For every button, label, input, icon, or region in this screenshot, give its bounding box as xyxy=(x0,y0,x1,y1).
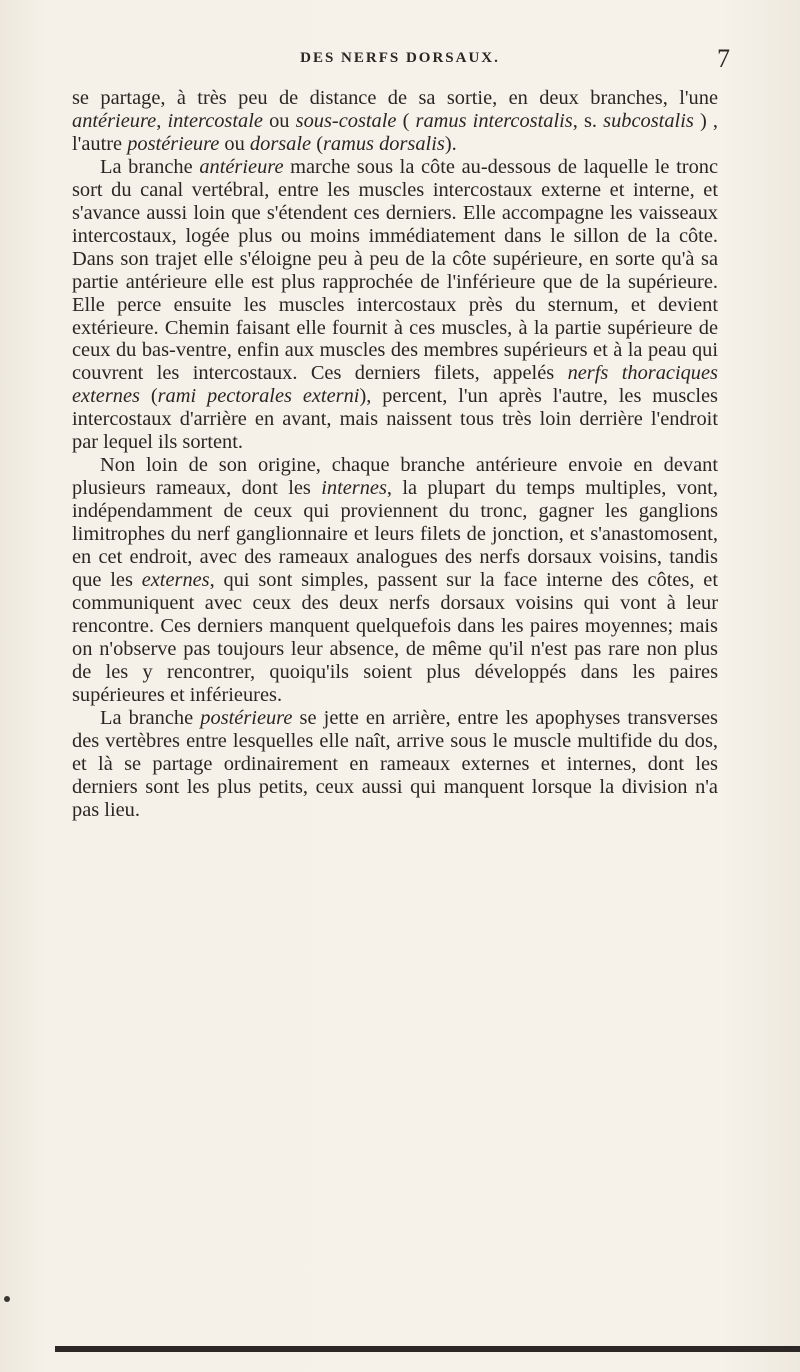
text-run: ou xyxy=(262,109,296,132)
page-header xyxy=(0,44,800,80)
text-run: se jette en arrière, entre les apophyses transverses des vertèbres entre lesquelles elle naît, arrive sous le muscle multifide du dos, et là se partage ordinairement en rameaux externes et internes, dont les derniers sont les plus petits, ceux aussi qui manquent lorsque la division n'a pas lieu. xyxy=(72,706,718,821)
text-run: , la plupart du temps multiples, vont, indépendamment de ceux qui proviennent du tronc, gagner les ganglions limitrophes du nerf ganglionnaire et leurs filets de jonction, et s'anastomosent, en cet endroit, avec des rameaux analogues des nerfs dorsaux voisins, tandis que les xyxy=(72,477,718,592)
paragraph xyxy=(72,87,718,156)
text-run: marche sous la côte au-dessous de laquelle le tronc sort du canal vertébral, entre les muscles intercostaux externe et interne, et s'avance aussi loin que s'étendent ces derniers. Elle accompagne les vaisseaux intercostaux, logée plus ou moins immédiatement dans le sillon de la côte. Dans son trajet elle s'éloigne peu à peu de la côte supérieure, en sorte qu'à sa partie antérieure elle est plus rapprochée de l'inférieure que de la supérieure. Elle perce ensuite les muscles intercostaux près du sternum, et devient extérieure. Chemin faisant elle fournit à ces muscles, à la partie supérieure de ceux du bas-ventre, enfin aux muscles des membres supérieurs et à la peau qui couvrent les intercostaux. Ces derniers filets, appelés xyxy=(72,155,719,385)
page-bottom-edge xyxy=(55,1346,800,1352)
italic-term: ramus dorsalis xyxy=(323,132,445,155)
text-run: ), percent, l'un après l'autre, les muscles intercostaux d'arrière en avant, mais naissent tous très loin derrière l'endroit par lequel ils sortent. xyxy=(72,385,718,454)
italic-term: intercostale xyxy=(167,109,263,132)
page-number: 7 xyxy=(717,44,730,73)
running-head: DES NERFS DORSAUX. xyxy=(300,50,500,66)
paragraph xyxy=(72,156,718,454)
italic-term: sous-costale xyxy=(295,109,397,132)
italic-term: ramus intercostalis xyxy=(415,109,573,132)
text-run: se partage, à très peu de distance de sa sortie, en deux branches, l'une xyxy=(72,87,718,109)
italic-term: antérieure xyxy=(72,109,157,132)
italic-term: postérieure xyxy=(127,132,220,155)
text-run: ) , l'autre xyxy=(72,109,718,155)
body-text xyxy=(72,87,718,822)
print-mark xyxy=(4,1296,10,1302)
italic-term: postérieure xyxy=(200,706,293,729)
paragraph xyxy=(72,707,718,822)
text-run: ). xyxy=(444,132,457,155)
italic-term: antérieure xyxy=(199,155,284,178)
text-run: , xyxy=(156,109,168,132)
italic-term: externes xyxy=(141,569,210,592)
text-run: , s. xyxy=(572,109,604,132)
text-run: ou xyxy=(219,132,250,155)
italic-term: dorsale xyxy=(249,132,312,155)
text-run: Non loin de son origine, chaque branche antérieure envoie en devant plusieurs rameaux, dont les xyxy=(72,454,718,500)
italic-term: internes xyxy=(321,477,387,500)
italic-term: rami pectorales externi xyxy=(157,385,360,408)
italic-term: subcostalis xyxy=(603,109,694,132)
text-run: La branche xyxy=(100,155,200,178)
text-run: , qui sont simples, passent sur la face interne des côtes, et communiquent avec ceux des deux nerfs dorsaux voisins qui vont à leur rencontre. Ces derniers manquent quelquefois dans les paires moyennes; mais on n'observe pas toujours leur absence, de même qu'il n'est pas rare non plus de les y rencontrer, quoiqu'ils soient plus développés dans les paires supérieures et inférieures. xyxy=(72,569,718,706)
text-run: ( xyxy=(139,385,158,408)
text-run: ( xyxy=(396,109,416,132)
text-run: ( xyxy=(311,132,323,155)
text-run: La branche xyxy=(100,706,201,729)
italic-term: nerfs thoraciques externes xyxy=(72,362,718,408)
paragraph xyxy=(72,454,718,706)
